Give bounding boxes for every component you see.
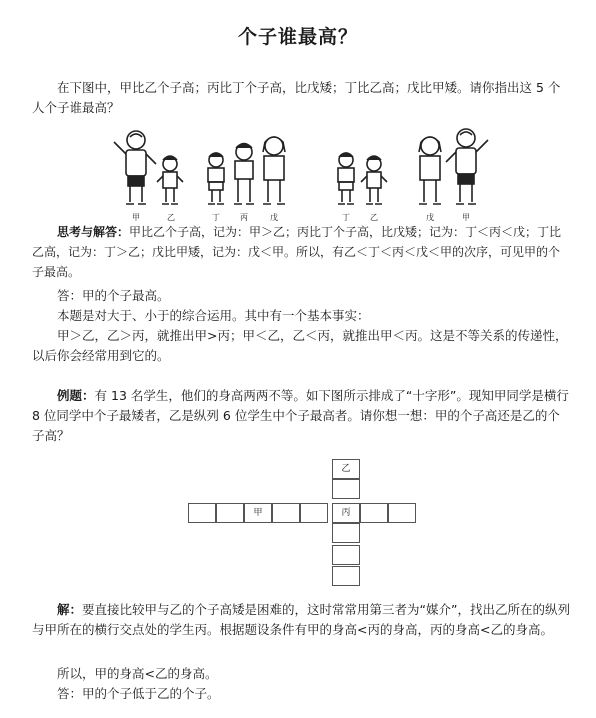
example-body: 有 13 名学生，他们的身高两两不等。如下图所示排成了“十字形”。现知甲同学是横行 8 位同学中个子最矮者，乙是纵列 6 位学生中个子最高者。请你想一想：甲的个子高还是乙的个子高？ xyxy=(32,388,569,443)
explanation-body: 要直接比较甲与乙的个子高矮是困难的，这时常常用第三者为“媒介”，找出乙所在的纵列与甲所在的横行交点处的学生丙。根据题设条件有甲的身高<丙的身高，丙的身高<乙的身高。 xyxy=(32,602,570,637)
solution-text xyxy=(32,222,570,282)
grid-cell-bing: 丙 xyxy=(332,503,360,523)
grid-cell xyxy=(332,545,360,565)
explanation-answer: 答：甲的个子低于乙的个子。 xyxy=(57,686,220,701)
people-drawing xyxy=(108,126,498,210)
person-yi-right xyxy=(361,156,387,204)
grid-cell-top: 乙 xyxy=(332,459,360,479)
grid-cell xyxy=(216,503,244,523)
label-wu: 戊 xyxy=(270,213,278,222)
grid-cell xyxy=(300,503,328,523)
label-ding-right: 丁 xyxy=(342,213,350,222)
explanation-line2: 所以，甲的身高<乙的身高。 xyxy=(57,666,218,681)
label-jia-right: 甲 xyxy=(462,213,470,222)
label-wu-right: 戊 xyxy=(426,213,434,222)
people-illustration xyxy=(108,126,498,222)
person-wu-left xyxy=(263,137,285,204)
grid-cell xyxy=(332,523,360,543)
label-bing: 丙 xyxy=(240,213,248,222)
person-ding-left xyxy=(208,153,224,204)
problem-text: 在下图中，甲比乙个子高；丙比丁个子高，比戊矮；丁比乙高；戊比甲矮。请你指出这 5 个人个子谁最高？ xyxy=(32,80,561,115)
label-yi-right: 乙 xyxy=(370,213,378,222)
explanation-text xyxy=(32,600,570,640)
example-text xyxy=(32,386,570,446)
label-ding: 丁 xyxy=(212,213,220,222)
person-jia-right xyxy=(446,129,488,204)
grid-cell xyxy=(188,503,216,523)
label-yi: 乙 xyxy=(167,213,175,222)
label-jia: 甲 xyxy=(132,213,140,222)
solution-answer: 答：甲的个子最高。 xyxy=(57,288,170,303)
solution-note1: 本题是对大于、小于的综合运用。其中有一个基本事实： xyxy=(57,308,370,323)
grid-cell-jia: 甲 xyxy=(244,503,272,523)
solution-note2: 甲＞乙，乙＞丙，就推出甲>丙；甲＜乙，乙＜丙，就推出甲＜丙。这是不等关系的传递性，以后你会经常用到它的。 xyxy=(32,328,568,363)
person-ding-right xyxy=(338,153,354,204)
explanation-heading: 解： xyxy=(57,602,83,617)
person-jia-left xyxy=(114,131,156,204)
grid-cell xyxy=(272,503,300,523)
person-bing-left xyxy=(234,144,254,205)
example-heading: 例题： xyxy=(57,388,95,403)
person-yi-left xyxy=(157,156,183,204)
solution-body: 甲比乙个子高，记为：甲＞乙；丙比丁个子高，比戊矮；记为：丁＜丙＜戊；丁比乙高，记为：丁＞乙；戊比甲矮，记为：戊＜甲。所以，有乙＜丁＜丙＜戊＜甲的次序，可见甲的个子最高。 xyxy=(32,225,562,279)
page-title: 个子谁最高？ xyxy=(237,26,358,48)
grid-cell xyxy=(332,479,360,499)
grid-cell xyxy=(332,566,360,586)
solution-heading: 思考与解答： xyxy=(57,225,130,239)
person-wu-right xyxy=(419,137,441,204)
grid-cell xyxy=(360,503,388,523)
grid-cell xyxy=(388,503,416,523)
